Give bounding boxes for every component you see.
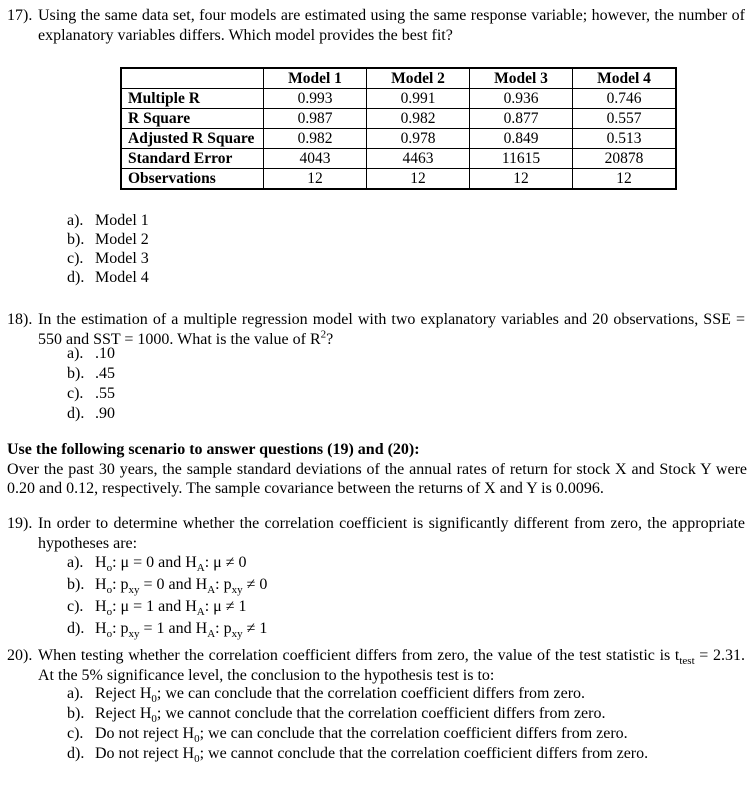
option-text: Do not reject $H_0$; we cannot conclude that the correlation coefficient differs from zero. xyxy=(95,745,649,766)
option-label: c). xyxy=(67,385,84,402)
option-label: a). xyxy=(67,554,84,571)
question-text: In the estimation of a multiple regression model with two explanatory variables and 20 observations, SSE = 550 and SST = 1000. What is the value of $R^2$? xyxy=(38,311,745,348)
option-label: a). xyxy=(67,345,84,362)
option-text: .90 xyxy=(95,405,115,422)
option-c xyxy=(67,384,115,404)
option-label: d). xyxy=(67,620,85,637)
option-text: Model 3 xyxy=(95,250,149,267)
option-label: a). xyxy=(67,685,84,702)
table-corner-cell xyxy=(121,68,264,89)
option-d xyxy=(67,744,648,764)
question-number: 20). xyxy=(7,647,33,664)
table-cell: 0.987 xyxy=(264,109,367,129)
row-label: Multiple R xyxy=(121,89,264,109)
scenario-block xyxy=(7,440,747,499)
option-text: .55 xyxy=(95,385,115,402)
question-20-options xyxy=(67,684,648,764)
row-label: Observations xyxy=(121,169,264,190)
option-text: Reject $H_0$; we cannot conclude that the correlation coefficient differs from zero. xyxy=(95,705,606,726)
option-c xyxy=(67,249,149,268)
column-header-model-3: Model 3 xyxy=(470,68,573,89)
option-b xyxy=(67,230,149,249)
table-cell: 0.936 xyxy=(470,89,573,109)
option-text: $H_o$: $p_{xy} = 0$ and $H_A$: $p_{xy} \ne 0$ xyxy=(95,576,268,597)
table-cell: 11615 xyxy=(470,149,573,169)
option-text: Reject $H_0$; we can conclude that the correlation coefficient differs from zero. xyxy=(95,685,586,706)
option-label: b). xyxy=(67,576,85,593)
row-label: Adjusted R Square xyxy=(121,129,264,149)
table-cell: 0.849 xyxy=(470,129,573,149)
option-text: .45 xyxy=(95,365,115,382)
table-cell: 0.746 xyxy=(573,89,677,109)
option-label: c). xyxy=(67,250,84,267)
option-c xyxy=(67,596,267,618)
table-cell: 4043 xyxy=(264,149,367,169)
table-row-adjusted-r-square xyxy=(121,129,676,149)
option-a xyxy=(67,211,149,230)
option-b xyxy=(67,574,267,596)
table-row-r-square xyxy=(121,109,676,129)
option-text: $H_o$: μ = 0 and $H_A$: μ ≠ 0 xyxy=(95,554,247,575)
question-text: Using the same data set, four models are estimated using the same response variable; however, the number of explanatory variables differs. Which model provides the best fit? xyxy=(38,7,745,44)
column-header-model-1: Model 1 xyxy=(264,68,367,89)
option-label: b). xyxy=(67,231,85,248)
option-text: $H_o$: μ = 1 and $H_A$: μ ≠ 1 xyxy=(95,598,247,619)
table-cell: 0.993 xyxy=(264,89,367,109)
question-19 xyxy=(0,514,745,553)
question-text: In order to determine whether the correlation coefficient is significantly different from zero, the appropriate hypotheses are: xyxy=(38,515,745,552)
table-cell: 0.513 xyxy=(573,129,677,149)
question-number: 17). xyxy=(7,7,33,24)
option-a xyxy=(67,344,115,364)
question-text: When testing whether the correlation coefficient differs from zero, the value of the test statistic is $t_{test} = 2.31$. At the 5% significance level, the conclusion to the hypothesis test is to: xyxy=(38,647,745,684)
scenario-text: Over the past 30 years, the sample standard deviations of the annual rates of return for stock X and Stock Y were 0.20 and 0.12, respectively. The sample covariance between the returns of X and Y is 0.0096. xyxy=(7,460,747,497)
table-cell: 0.877 xyxy=(470,109,573,129)
question-number: 18). xyxy=(7,311,33,328)
table-cell: 0.557 xyxy=(573,109,677,129)
table-row-multiple-r xyxy=(121,89,676,109)
option-b xyxy=(67,364,115,384)
question-17-options xyxy=(67,211,149,287)
option-label: c). xyxy=(67,598,84,615)
question-19-options xyxy=(67,552,267,640)
table-cell: 0.991 xyxy=(367,89,470,109)
row-label: Standard Error xyxy=(121,149,264,169)
table-cell: 4463 xyxy=(367,149,470,169)
option-a xyxy=(67,552,267,574)
row-label: R Square xyxy=(121,109,264,129)
option-label: d). xyxy=(67,405,85,422)
table-row-standard-error xyxy=(121,149,676,169)
table-row-observations xyxy=(121,169,676,190)
question-17 xyxy=(0,6,745,45)
option-label: d). xyxy=(67,269,85,286)
question-18-options xyxy=(67,344,115,424)
table-cell: 0.982 xyxy=(367,109,470,129)
table-cell: 12 xyxy=(367,169,470,190)
table-cell: 12 xyxy=(264,169,367,190)
option-d xyxy=(67,268,149,287)
column-header-model-2: Model 2 xyxy=(367,68,470,89)
option-text: Do not reject $H_0$; we can conclude that the correlation coefficient differs from zero. xyxy=(95,725,628,746)
question-number: 19). xyxy=(7,515,33,532)
scenario-heading: Use the following scenario to answer questions (19) and (20): xyxy=(7,441,420,458)
table-cell: 0.982 xyxy=(264,129,367,149)
option-d xyxy=(67,618,267,640)
option-label: b). xyxy=(67,365,85,382)
table-cell: 12 xyxy=(573,169,677,190)
column-header-model-4: Model 4 xyxy=(573,68,677,89)
option-c xyxy=(67,724,648,744)
option-b xyxy=(67,704,648,724)
option-a xyxy=(67,684,648,704)
model-fit-table xyxy=(120,67,677,190)
option-text: .10 xyxy=(95,345,115,362)
table-cell: 12 xyxy=(470,169,573,190)
table-cell: 20878 xyxy=(573,149,677,169)
option-label: c). xyxy=(67,725,84,742)
option-label: b). xyxy=(67,705,85,722)
option-text: $H_o$: $p_{xy} = 1$ and $H_A$: $p_{xy} \ne 1$ xyxy=(95,620,268,641)
option-text: Model 4 xyxy=(95,269,149,286)
option-label: d). xyxy=(67,745,85,762)
question-20 xyxy=(0,646,745,685)
option-text: Model 1 xyxy=(95,212,149,229)
option-label: a). xyxy=(67,212,84,229)
table-cell: 0.978 xyxy=(367,129,470,149)
option-text: Model 2 xyxy=(95,231,149,248)
table-header-row xyxy=(121,68,676,89)
option-d xyxy=(67,404,115,424)
